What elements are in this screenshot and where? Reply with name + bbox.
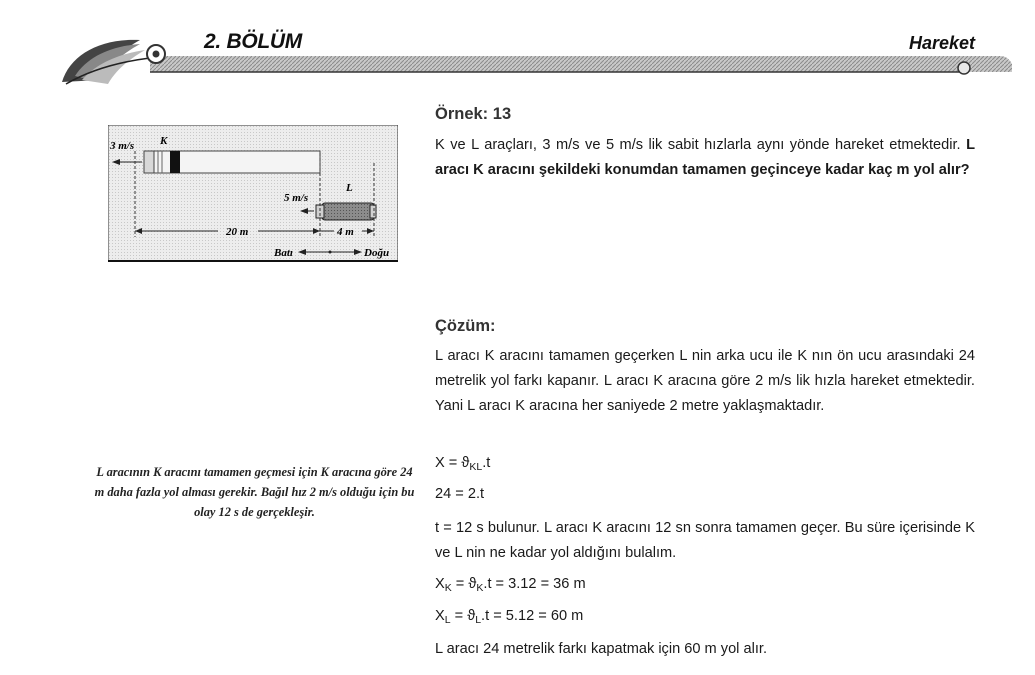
chapter-title: 2. BÖLÜM: [204, 30, 302, 53]
solution-conclusion: L aracı 24 metrelik farkı kapatmak için 60 m yol alır.: [435, 641, 768, 657]
side-note: L aracının K aracını tamamen geçmesi için K aracına göre 24 m daha fazla yol alması gerekir. Bağıl hız 2 m/s olduğu için bu olay 12 s de gerçekleşir.: [94, 465, 415, 519]
page-header-decoration: [0, 0, 1035, 95]
l-label: L: [346, 182, 353, 194]
distance-20m-label: 20 m: [226, 226, 249, 238]
eq4-sub1: L: [444, 614, 451, 626]
solution-heading: Çözüm:: [435, 317, 496, 335]
equation-2: 24 = 2.t: [435, 486, 485, 502]
example-text-normal: K ve L araçları, 3 m/s ve 5 m/s lik sabit hızlarla aynı yönde hareket etmektedir.: [435, 137, 967, 153]
l-speed-label: 5 m/s: [284, 192, 309, 204]
eq3-sub2: K: [476, 582, 484, 594]
car-k: [144, 151, 320, 173]
leaf-logo-icon: [62, 40, 150, 84]
distance-4m-label: 4 m: [337, 226, 354, 238]
eq3-b: = ϑ: [451, 576, 477, 592]
eq4-sub2: L: [475, 614, 482, 626]
vehicles-figure: [108, 125, 398, 265]
eq4-b: = ϑ: [450, 608, 476, 624]
equation-4: [435, 606, 583, 626]
eq3-a: X: [435, 576, 445, 592]
west-label: Batı: [274, 247, 293, 259]
eq1-left: X = ϑ: [435, 455, 470, 471]
solution-paragraph-2: t = 12 s bulunur. L aracı K aracını 12 sn sonra tamamen geçer. Bu süre içerisinde K ve L nin ne kadar yol aldığını bulalım.: [435, 520, 975, 561]
example-text: [435, 133, 975, 183]
car-l: [316, 203, 376, 220]
eq4-c: .t = 5.12 = 60 m: [481, 608, 584, 624]
example-question: L aracı K aracını şekildeki konumdan tamamen geçinceye kadar kaç m yol alır?: [435, 137, 975, 178]
eq3-c: .t = 3.12 = 36 m: [483, 576, 586, 592]
eq3-sub1: K: [444, 582, 452, 594]
east-label: Doğu: [364, 247, 390, 259]
k-label: K: [160, 135, 168, 147]
eq1-sub: KL: [469, 461, 483, 473]
equation-3: [435, 574, 586, 594]
solution-paragraph-1: L aracı K aracını tamamen geçerken L nin arka ucu ile K nın ön ucu arasındaki 24 metrelik yol farkı kapanır. L aracı K aracına göre 2 m/s lik hızla hareket etmektedir. Yani L aracı K aracına her saniyede 2 metre yaklaşmaktadır.: [435, 348, 975, 414]
k-speed-label: 3 m/s: [110, 140, 135, 152]
topic-title: Hareket: [908, 33, 975, 53]
eq4-a: X: [435, 608, 445, 624]
equation-1: [435, 453, 490, 473]
example-heading: Örnek: 13: [435, 105, 512, 123]
figure-background: [108, 125, 398, 261]
eq1-right: .t: [482, 455, 491, 471]
